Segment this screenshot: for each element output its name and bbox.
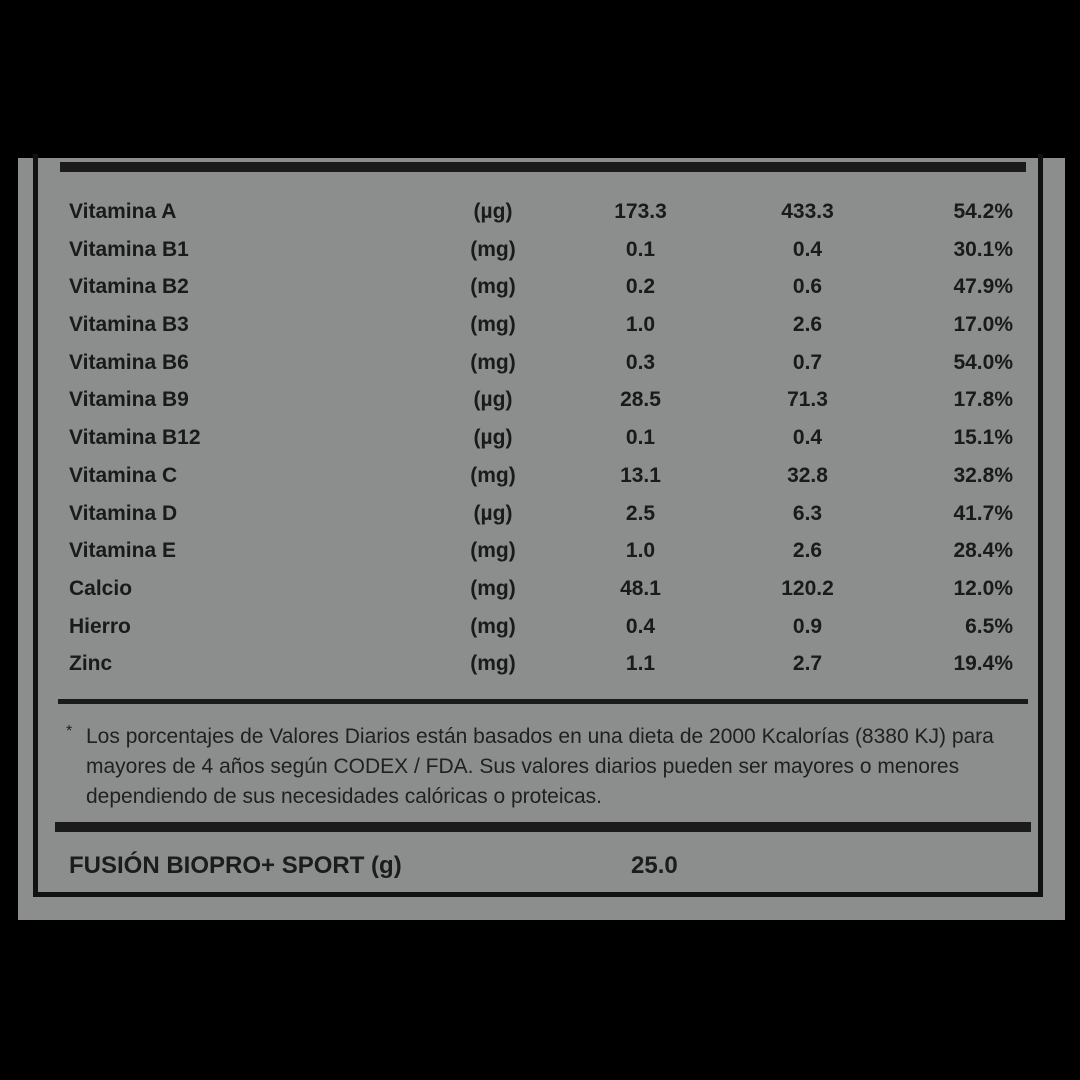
nutrient-row xyxy=(18,269,1065,307)
nutrient-unit: (µg) xyxy=(473,501,513,525)
nutrient-value-1: 13.1 xyxy=(620,463,661,487)
top-divider xyxy=(60,162,1026,172)
nutrient-value-1: 0.3 xyxy=(625,350,656,374)
nutrient-row xyxy=(18,571,1065,609)
nutrient-value-1: 0.2 xyxy=(625,275,656,299)
nutrient-row xyxy=(18,420,1065,458)
nutrient-unit: (mg) xyxy=(470,539,516,563)
nutrient-row xyxy=(18,496,1065,534)
nutrient-unit: (µg) xyxy=(473,426,513,450)
nutrient-row xyxy=(18,646,1065,684)
nutrient-name: Vitamina B3 xyxy=(69,313,189,337)
nutrient-name: Vitamina D xyxy=(69,501,178,525)
nutrient-daily-percent: 12.0% xyxy=(953,576,1013,600)
nutrient-table xyxy=(18,194,1065,684)
nutrient-value-2: 2.6 xyxy=(792,539,823,563)
nutrient-value-1: 1.1 xyxy=(625,652,656,676)
nutrient-value-1: 1.0 xyxy=(625,313,656,337)
nutrient-value-2: 32.8 xyxy=(787,463,828,487)
nutrient-name: Vitamina B12 xyxy=(69,426,201,450)
nutrient-daily-percent: 28.4% xyxy=(953,539,1013,563)
nutrient-name: Vitamina B9 xyxy=(69,388,189,412)
nutrient-value-1: 2.5 xyxy=(625,501,656,525)
nutrient-value-1: 0.1 xyxy=(625,426,656,450)
nutrient-name: Vitamina B2 xyxy=(69,275,189,299)
footnote xyxy=(66,722,1026,812)
nutrient-name: Vitamina E xyxy=(69,539,176,563)
nutrient-unit: (mg) xyxy=(470,237,516,261)
nutrient-row xyxy=(18,307,1065,345)
nutrient-value-2: 0.7 xyxy=(792,350,823,374)
product-name: FUSIÓN BIOPRO+ SPORT (g) xyxy=(69,852,402,879)
middle-divider xyxy=(58,699,1028,704)
nutrient-unit: (µg) xyxy=(473,200,513,223)
nutrient-unit: (mg) xyxy=(470,313,516,337)
nutrient-daily-percent: 47.9% xyxy=(953,275,1013,299)
nutrient-value-2: 6.3 xyxy=(792,501,823,525)
nutrient-row xyxy=(18,345,1065,383)
nutrient-daily-percent: 19.4% xyxy=(953,652,1013,676)
nutrient-unit: (mg) xyxy=(470,576,516,600)
nutrient-value-1: 173.3 xyxy=(614,200,667,223)
nutrient-name: Hierro xyxy=(69,614,131,638)
nutrient-row xyxy=(18,533,1065,571)
nutrient-row xyxy=(18,609,1065,647)
nutrient-daily-percent: 15.1% xyxy=(953,426,1013,450)
bottom-divider xyxy=(55,822,1031,832)
nutrient-name: Zinc xyxy=(69,652,113,676)
nutrient-value-1: 48.1 xyxy=(620,576,661,600)
footnote-marker: * xyxy=(66,723,73,740)
nutrient-row xyxy=(18,382,1065,420)
nutrient-name: Vitamina B6 xyxy=(69,350,189,374)
nutrient-value-2: 433.3 xyxy=(781,200,834,223)
nutrient-value-1: 1.0 xyxy=(625,539,656,563)
nutrient-unit: (mg) xyxy=(470,652,516,676)
nutrient-row xyxy=(18,458,1065,496)
nutrient-daily-percent: 54.2% xyxy=(953,200,1013,223)
nutrient-value-2: 0.6 xyxy=(792,275,823,299)
nutrient-unit: (µg) xyxy=(473,388,513,412)
nutrient-daily-percent: 41.7% xyxy=(953,501,1013,525)
nutrient-value-2: 0.9 xyxy=(792,614,823,638)
nutrient-value-1: 0.4 xyxy=(625,614,656,638)
footnote-text: Los porcentajes de Valores Diarios están basados en una dieta de 2000 Kcalorías (8380 KJ) para mayores de 4 años según CODEX / FDA. Sus valores diarios pueden ser mayores o menores dependiendo de sus necesidades calóricas o proteicas. xyxy=(86,725,994,808)
nutrient-name: Vitamina C xyxy=(69,463,178,487)
nutrient-row xyxy=(18,194,1065,232)
nutrient-daily-percent: 17.0% xyxy=(953,313,1013,337)
nutrient-value-2: 120.2 xyxy=(781,576,834,600)
nutrient-daily-percent: 32.8% xyxy=(953,463,1013,487)
nutrient-daily-percent: 30.1% xyxy=(953,237,1013,261)
nutrient-unit: (mg) xyxy=(470,275,516,299)
nutrient-name: Vitamina A xyxy=(69,200,177,223)
product-serving-value: 25.0 xyxy=(631,852,678,879)
nutrient-unit: (mg) xyxy=(470,463,516,487)
nutrition-label-panel xyxy=(18,158,1065,920)
nutrient-value-2: 2.6 xyxy=(792,313,823,337)
nutrient-daily-percent: 17.8% xyxy=(953,388,1013,412)
nutrient-daily-percent: 54.0% xyxy=(953,350,1013,374)
nutrient-daily-percent: 6.5% xyxy=(965,614,1013,638)
nutrient-row xyxy=(18,232,1065,270)
nutrient-unit: (mg) xyxy=(470,350,516,374)
nutrient-name: Calcio xyxy=(69,576,133,600)
nutrient-name: Vitamina B1 xyxy=(69,237,189,261)
nutrient-value-2: 71.3 xyxy=(787,388,828,412)
nutrient-value-2: 0.4 xyxy=(792,237,823,261)
nutrient-unit: (mg) xyxy=(470,614,516,638)
nutrient-value-1: 0.1 xyxy=(625,237,656,261)
nutrient-value-1: 28.5 xyxy=(620,388,661,412)
nutrient-value-2: 2.7 xyxy=(792,652,823,676)
nutrient-value-2: 0.4 xyxy=(792,426,823,450)
